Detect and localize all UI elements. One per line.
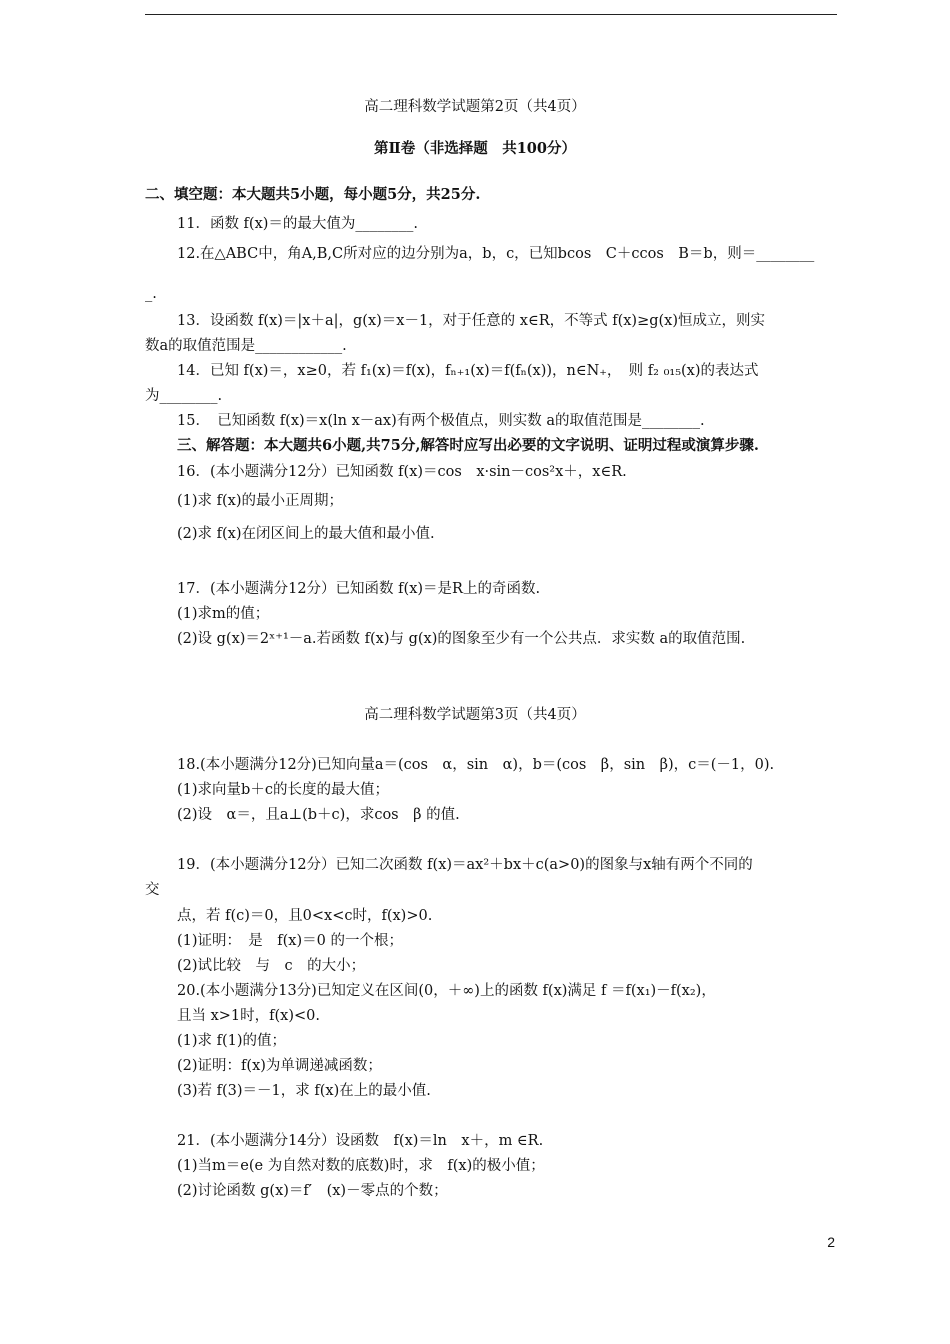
- question-14-line2: 为________.: [145, 388, 223, 404]
- question-16-part2: (2)求 f(x)在闭区间上的最大值和最小值.: [177, 526, 435, 542]
- question-16: 16．(本小题满分12分）已知函数 f(x)＝cos x·sin－cos²x＋，x∈R.: [177, 464, 627, 480]
- section-title: 第Ⅱ卷（非选择题 共100分）: [374, 140, 576, 157]
- question-20-part1: (1)求 f(1)的值；: [177, 1033, 287, 1049]
- question-13-line2: 数a的取值范围是____________.: [145, 338, 347, 354]
- question-20-condition: 且当 x>1时，f(x)<0.: [177, 1008, 321, 1024]
- question-13-line1: 13．设函数 f(x)＝|x＋a|，g(x)＝x－1，对于任意的 x∈R，不等式 f(x)≥g(x)恒成立，则实: [177, 313, 766, 329]
- question-20: 20.(本小题满分13分)已知定义在区间(0，＋∞)上的函数 f(x)满足 f ＝f(x₁)－f(x₂)，: [177, 983, 716, 999]
- question-18: 18.(本小题满分12分)已知向量a＝(cos α，sin α)，b＝(cos β，sin β)，c＝(－1，0).: [177, 757, 775, 773]
- question-14-line1: 14．已知 f(x)＝，x≥0，若 f₁(x)＝f(x)，fₙ₊₁(x)＝f(fₙ(x))，n∈N₊， 则 f₂ ₀₁₅(x)的表达式: [177, 363, 759, 379]
- page-header-2: 高二理科数学试题第3页（共4页）: [364, 707, 586, 723]
- question-11: 11．函数 f(x)＝的最大值为________.: [177, 216, 419, 232]
- question-12-line1: 12.在△ABC中，角A,B,C所对应的边分别为a，b，c，已知bcos C＋ccos B＝b，则＝________: [177, 246, 815, 262]
- question-20-part2: (2)证明：f(x)为单调递减函数；: [177, 1058, 382, 1074]
- question-17-part2: (2)设 g(x)＝2ˣ⁺¹－a.若函数 f(x)与 g(x)的图象至少有一个公共点．求实数 a的取值范围.: [177, 631, 746, 647]
- question-12-line2: _.: [145, 286, 157, 302]
- question-15: 15． 已知函数 f(x)＝x(ln x－ax)有两个极值点，则实数 a的取值范围是________.: [177, 413, 705, 429]
- question-17-part1: (1)求m的值；: [177, 606, 270, 622]
- question-19-line1: 19．(本小题满分12分）已知二次函数 f(x)＝ax²＋bx＋c(a>0)的图象与x轴有两个不同的: [177, 857, 753, 873]
- question-19-line2: 交: [145, 882, 160, 898]
- page-header: 高二理科数学试题第2页（共4页）: [364, 99, 586, 115]
- question-18-part2: (2)设 α＝，且a⊥(b＋c)，求cos β 的值.: [177, 807, 460, 823]
- part3-heading: 三、解答题：本大题共6小题,共75分,解答时应写出必要的文字说明、证明过程或演算步骤.: [177, 437, 759, 454]
- page-number: 2: [827, 1234, 835, 1250]
- question-19-part1: (1)证明： 是 f(x)＝0 的一个根；: [177, 933, 403, 949]
- question-21-part2: (2)讨论函数 g(x)＝f′ (x)－零点的个数；: [177, 1183, 448, 1199]
- part2-heading: 二、填空题：本大题共5小题，每小题5分，共25分.: [145, 186, 481, 203]
- question-19-part2: (2)试比较 与 c 的大小；: [177, 958, 366, 974]
- question-20-part3: (3)若 f(3)＝－1，求 f(x)在上的最小值.: [177, 1083, 431, 1099]
- question-21-part1: (1)当m＝e(e 为自然对数的底数)时，求 f(x)的极小值；: [177, 1158, 545, 1174]
- question-16-part1: (1)求 f(x)的最小正周期；: [177, 493, 344, 509]
- question-21: 21．(本小题满分14分）设函数 f(x)＝ln x＋，m ∈R.: [177, 1133, 544, 1149]
- question-19-line3: 点，若 f(c)＝0，且0<x<c时，f(x)>0.: [177, 908, 433, 924]
- question-18-part1: (1)求向量b＋c的长度的最大值；: [177, 782, 389, 798]
- top-rule: [145, 14, 837, 15]
- question-17: 17．(本小题满分12分）已知函数 f(x)＝是R上的奇函数.: [177, 581, 541, 597]
